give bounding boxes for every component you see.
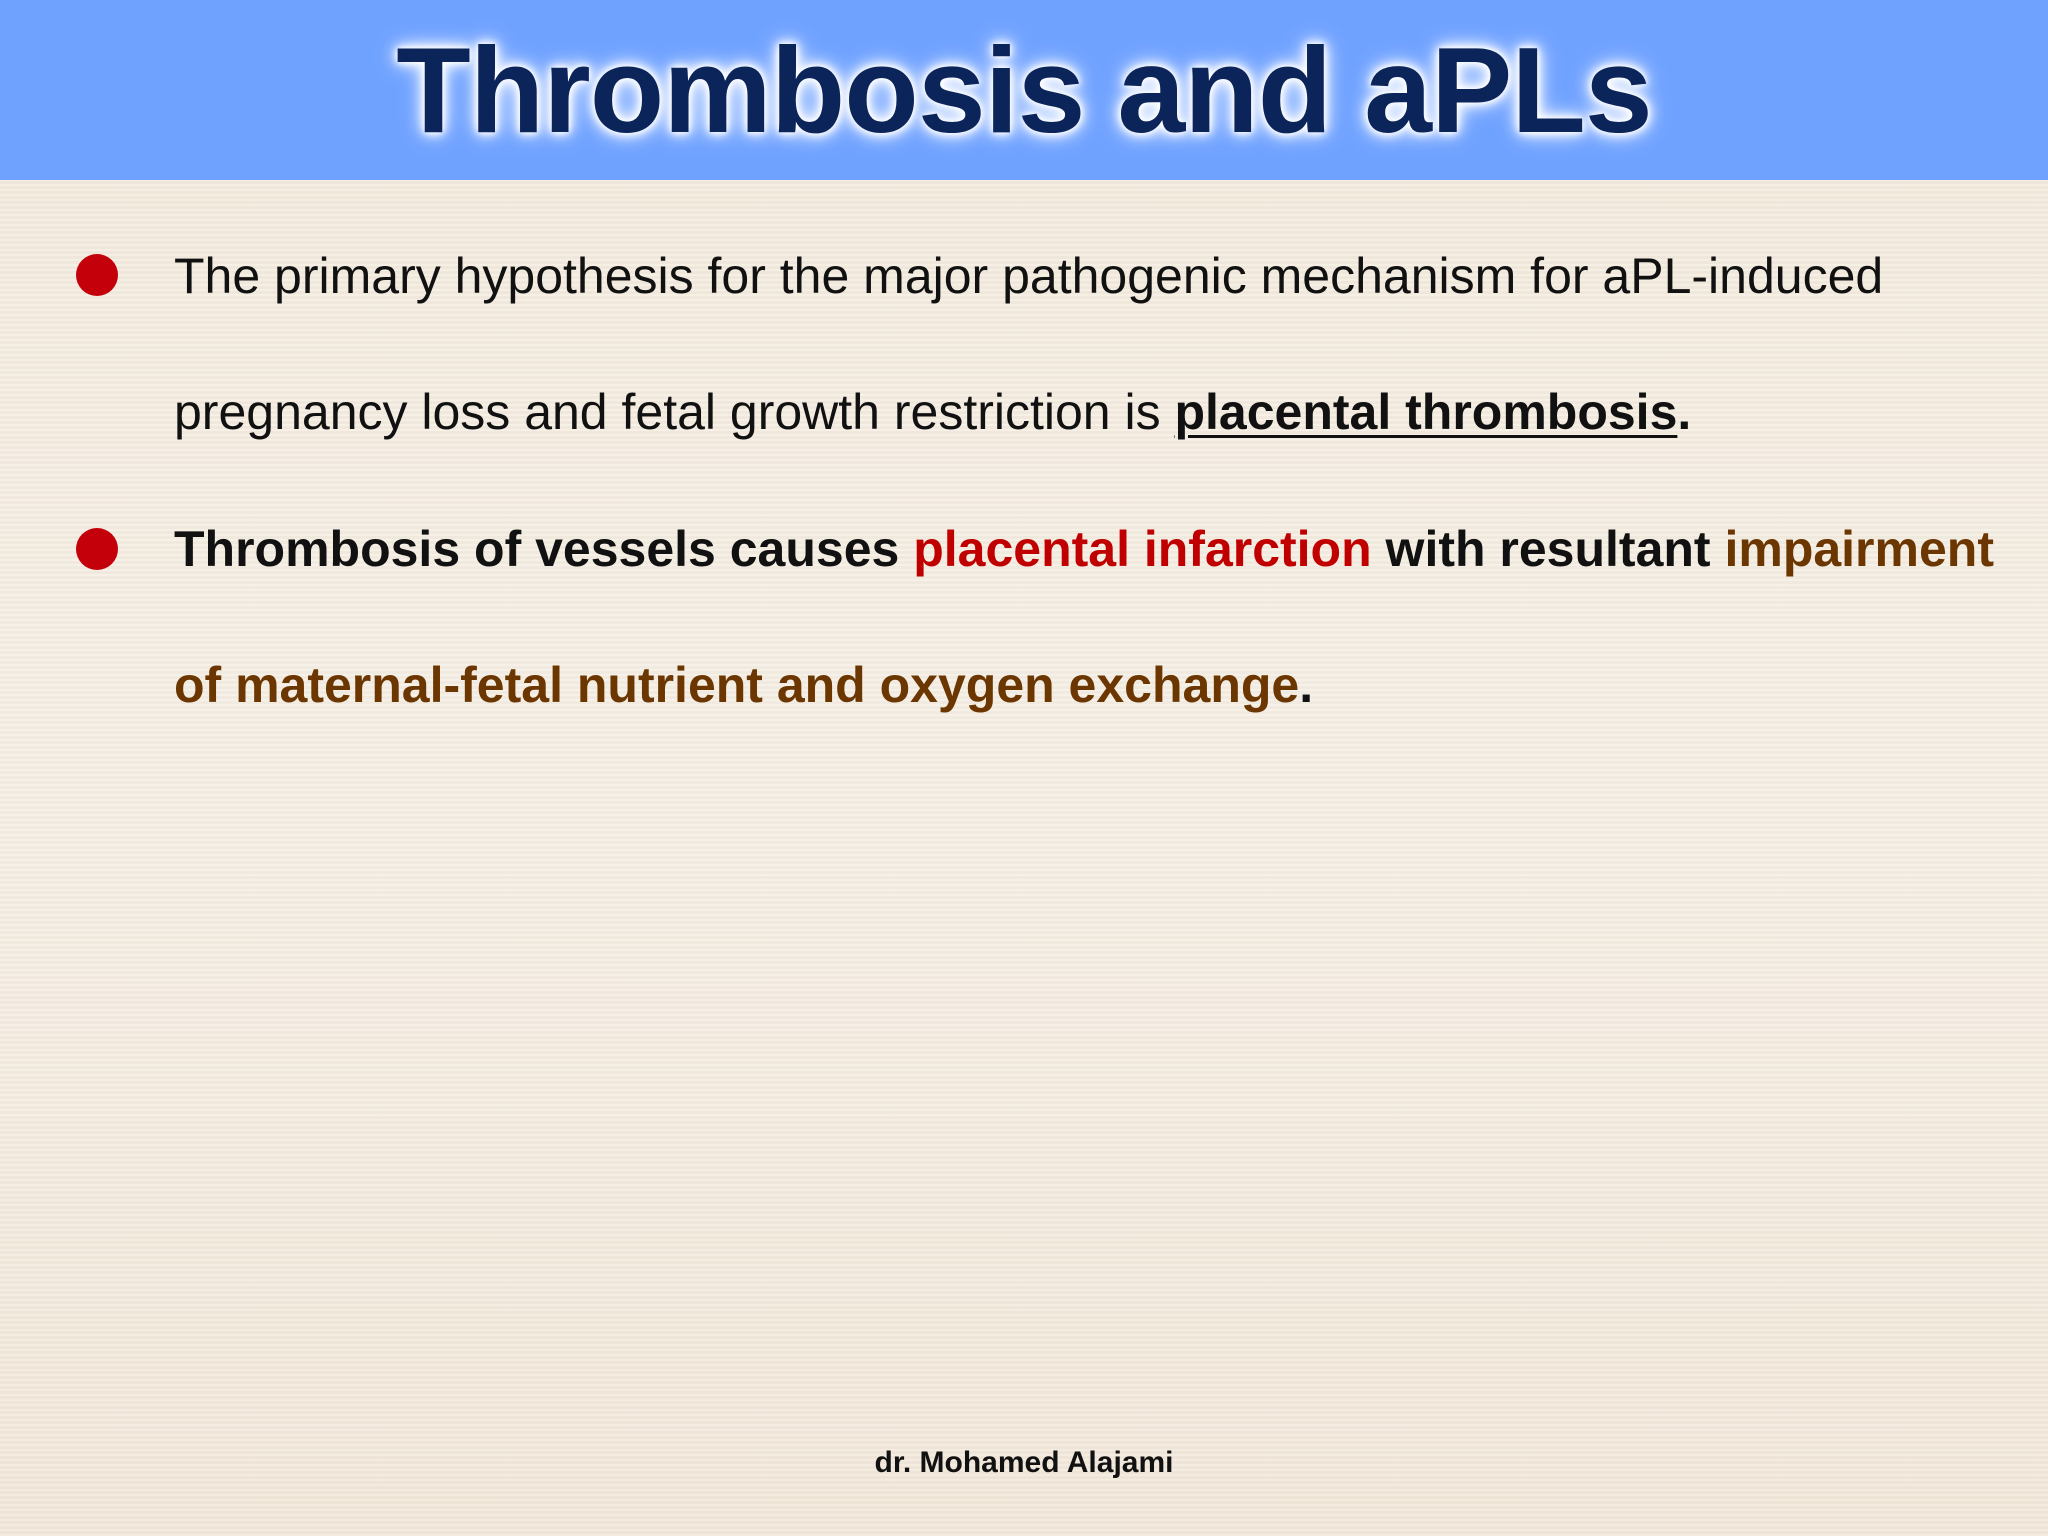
bullet-dot-icon	[76, 254, 118, 296]
bullet-2-red-phrase: placental infarction	[913, 521, 1372, 577]
bullet-2-brown-phrase: impairment of maternal-fetal nutrient and oxygen exchange	[174, 521, 1994, 713]
bullet-1-body: The primary hypothesis for the major pathogenic mechanism for aPL-induced pregnancy loss and fetal growth restriction is	[174, 248, 1884, 440]
author-footer: dr. Mohamed Alajami	[874, 1446, 1174, 1479]
slide-title: Thrombosis and aPLs	[396, 22, 1652, 158]
bullet-1-period: .	[1677, 384, 1692, 440]
bullet-1-emphasis: placental thrombosis	[1174, 384, 1678, 440]
bullet-dot-icon	[76, 528, 118, 570]
bullet-2-middle: with resultant	[1371, 521, 1725, 577]
bullet-text-1	[174, 208, 2004, 480]
bullet-2-period: .	[1299, 657, 1314, 713]
bullet-2-lead: Thrombosis of vessels causes	[174, 521, 914, 577]
bullet-text-2	[174, 481, 2004, 753]
